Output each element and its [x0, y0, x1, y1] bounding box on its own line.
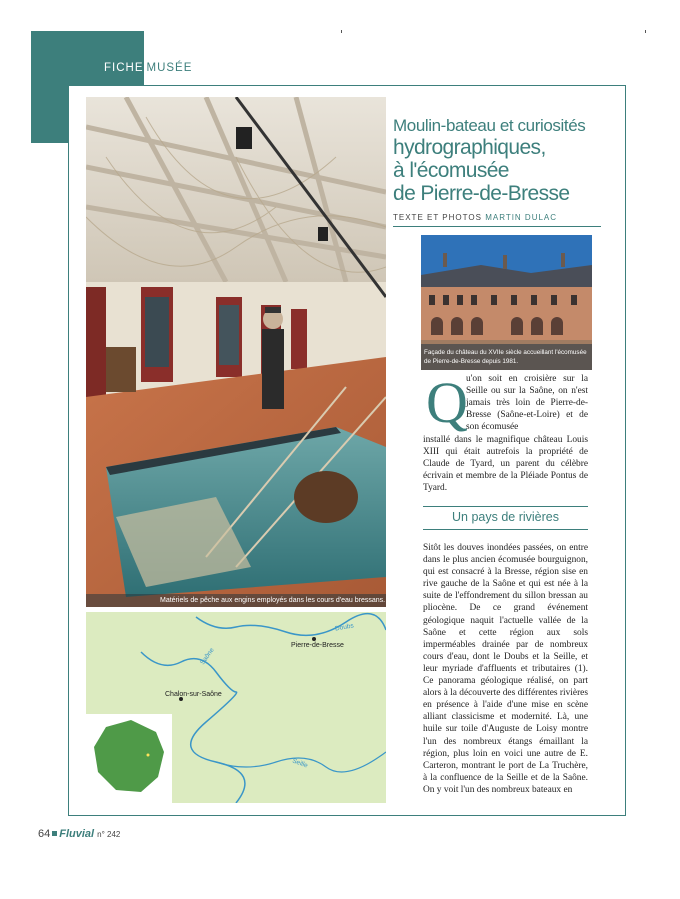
magazine-name: Fluvial: [59, 828, 95, 840]
title-line-4: de Pierre-de-Bresse: [393, 182, 570, 205]
section-heading: Un pays de rivières: [452, 510, 559, 524]
map-label-pierre: Pierre-de-Bresse: [291, 642, 344, 649]
page-footer: [38, 828, 120, 840]
chateau-photo-caption: Façade du château du XVIIe siècle accueillant l'écomusée de Pierre-de-Bresse depuis 1981.: [421, 344, 592, 370]
byline-rule: [393, 226, 601, 227]
section-kicker: [104, 62, 192, 74]
crop-mark: [645, 30, 646, 33]
region-map: [86, 612, 386, 803]
museum-photo-caption: Matériels de pêche aux engins employés dans les cours d'eau bressans.: [86, 594, 386, 607]
byline-label: TEXTE ET PHOTOS: [393, 213, 482, 222]
map-label-doubs: Doubs: [334, 622, 355, 633]
map-label-chalon: Chalon-sur-Saône: [165, 691, 222, 698]
city-marker-pierre: [312, 637, 316, 641]
byline: [393, 213, 557, 222]
body-paragraph: Sitôt les douves inondées passées, on entre dans le plus ancien écomusée bourguignon, qui est consacré à la Bresse, région sise en rive gauche de la Saône et qui est née à la suite de l'effondrement du sillon bressan au pliocène. De ce grand événement géologique naquit l'actuelle vallée de la Saône et cette région aux sols imperméables drainée par de nombreux cours d'eau, dont le Doubs et la Seille, et leur myriade d'affluents et tributaires (1). Ce panorama géologique réalisé, on part alors à la découverte des différentes rivières en présence à l'aide d'une mise en scène alliant classicisme et modernité. Là, une huile sur toile d'Auguste de Loisy montre l'un des nombreux étangs émaillant la région, plus loin en voici une autre de E. Carteron, montrant le port de La Truchère, à la confluence de la Seille et de la Saône. On y voit l'un des nombreux bateaux en: [423, 543, 588, 795]
article-title: [393, 116, 618, 205]
intro-paragraph-rest: installé dans le magnifique château Louis XIII qui était autrefois la propriété de Claude de Tyard, un parent du célèbre écrivain et membre de la Pléiade Pontus de Tyard.: [423, 435, 588, 494]
kicker-fiche: FICHE: [104, 62, 144, 74]
footer-square-icon: [52, 831, 57, 836]
byline-author: MARTIN DULAC: [485, 213, 558, 222]
title-line-2: hydrographiques,: [393, 136, 546, 159]
drop-cap: Q: [426, 370, 468, 435]
map-label-seille: Seille: [291, 757, 309, 770]
title-line-3: à l'écomusée: [393, 159, 509, 182]
page-number: 64: [38, 828, 51, 840]
section-rule-bottom: [423, 529, 588, 530]
intro-paragraph-first: u'on soit en croisière sur la Seille ou sur la Saône, on n'est jamais très loin de Pierre-de-Bresse (Saône-et-Loire) et de son écomusée: [466, 374, 588, 433]
kicker-musee: MUSÉE: [146, 62, 193, 74]
crop-mark: [341, 30, 342, 33]
title-line-1: Moulin-bateau et curiosités: [393, 116, 586, 135]
section-rule-top: [423, 506, 588, 507]
museum-interior-photo: [86, 97, 386, 607]
issue-number: n° 242: [97, 830, 121, 839]
map-label-saone: Saône: [199, 646, 216, 667]
